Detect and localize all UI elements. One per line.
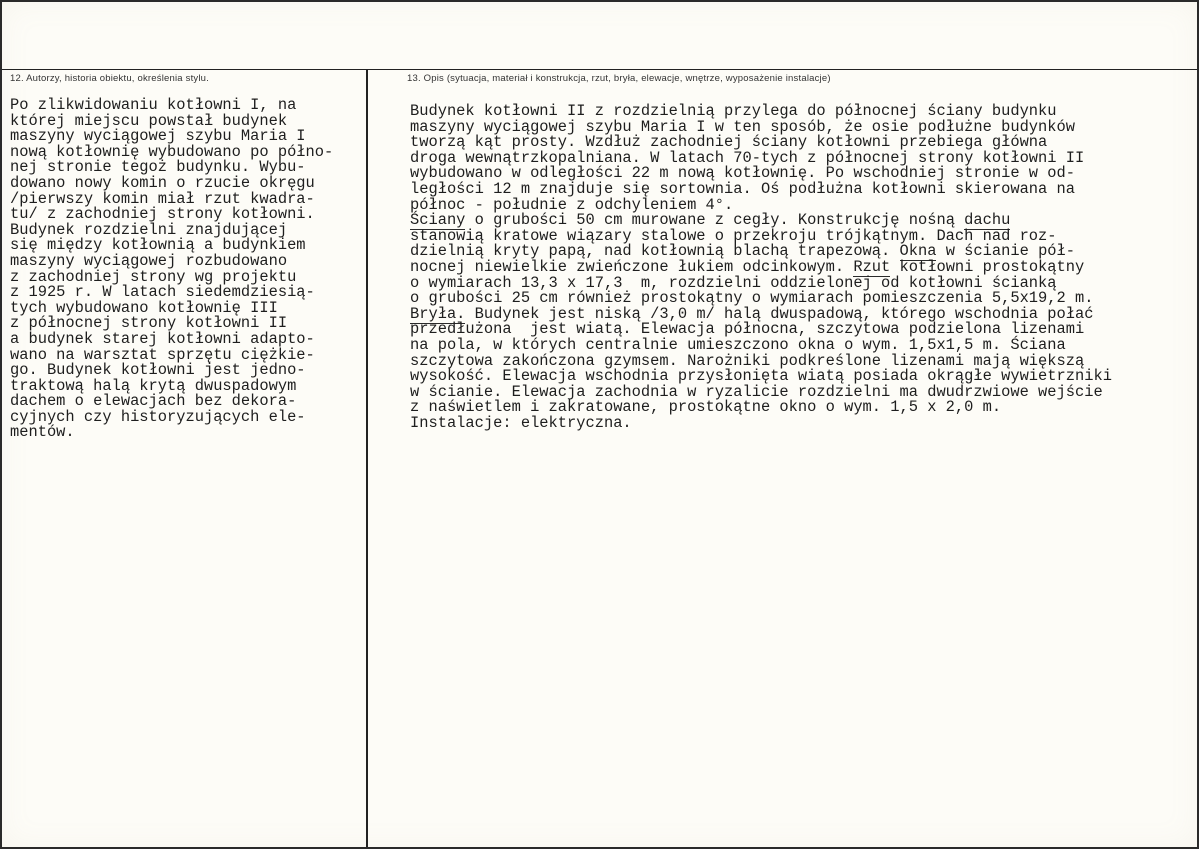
section-13-label: 13. Opis (sytuacja, materiał i konstrukcja, rzut, bryła, elewacje, wnętrze, wyposażenie instalacje) [407,73,831,84]
roof-heading: dachu [964,211,1011,230]
text-run: o grubości 50 cm murowane z cegły. Konstrukcję nośną [465,211,965,230]
text-line: Instalacje: elektryczna. [410,413,632,432]
text-run: w ścianie pół- [936,242,1076,261]
text-line: stanowią kratowe wiązary stalowe o przekroju trójkątnym. Dach nad roz- [410,226,1057,245]
text-line: w ścianie. Elewacja zachodnia w ryzalicie rozdzielni ma dwudrzwiowe wejście [410,382,1103,401]
text-line: dowano nowy komin o rzucie okręgu [10,173,315,192]
text-line: szczytowa zakończona gzymsem. Narożniki podkreślone lizenami mają większą [410,351,1085,370]
text-line: dachem o elewacjach bez dekora- [10,392,297,411]
header-rule [2,69,1197,70]
column-divider [366,69,368,847]
walls-heading: Ściany [410,211,466,230]
text-line: maszyny wyciągowej rozbudowano [10,251,288,270]
history-text [10,98,333,441]
text-run: nocnej niewielkie zwieńczone łukiem odcinkowym. [410,257,854,276]
text-line: Po zlikwidowaniu kotłowni I, na [10,96,297,114]
text-line: traktową halą krytą dwuspadowym [10,376,297,395]
text-line: nową kotłownię wybudowano po półno- [10,142,334,161]
text-line: na pola, w których centralnie umieszczono okna o wym. 1,5x1,5 m. Ściana [410,335,1066,354]
text-line: Budynek kotłowni II z rozdzielnią przylega do północnej ściany budynku [410,102,1057,120]
windows-heading: Okna [899,242,937,261]
section-12-label: 12. Autorzy, historia obiektu, określenia stylu. [10,73,209,84]
text-run: Budynek jest niską /3,0 m/ halą dwuspadową, którego wschodnia połać [465,304,1094,323]
text-line: o grubości 25 cm również prostokątny o wymiarach pomieszczenia 5,5x19,2 m. [410,289,1094,308]
text-line: maszyny wyciągowej szybu Maria I w ten sposób, że osie podłużne budynków [410,117,1075,136]
text-line: go. Budynek kotłowni jest jedno- [10,361,306,380]
text-run: dzielnią kryty papą, nad kotłownią blachą trapezową. [410,242,900,261]
text-line: się między kotłownią a budynkiem [10,236,306,255]
text-line: /pierwszy komin miał rzut kwadra- [10,189,315,208]
text-line: droga wewnątrzkopalniana. W latach 70-tych z północnej strony kotłowni II [410,148,1085,167]
text-line: o wymiarach 13,3 x 17,3 m, rozdzielni oddzielonej od kotłowni ścianką [410,273,1057,292]
text-run: kotłowni prostokątny [890,257,1085,276]
description-text [410,104,1112,431]
text-line: z zachodniej strony wg projektu [10,267,297,286]
text-line: której miejscu powstał budynek [10,111,288,130]
text-line: tu/ z zachodniej strony kotłowni. [10,205,315,224]
text-line: z 1925 r. W latach siedemdziesią- [10,283,315,302]
text-line: przedłużona jest wiatą. Elewacja północna, szczytowa podzielona lizenami [410,320,1085,339]
text-line: nej stronie tegoż budynku. Wybu- [10,158,306,177]
plan-heading: Rzut [853,257,891,276]
text-line: tworzą kąt prosty. Wzdłuż zachodniej ściany kotłowni przebiega główna [410,133,1048,152]
massing-heading: Bryła. [410,304,466,323]
text-line: wysokość. Elewacja wschodnia przysłonięta wiatą posiada okrągłe wywietrzniki [410,367,1112,386]
text-line: północ - południe z odchyleniem 4°. [410,195,734,214]
text-line: mentów. [10,423,75,442]
text-line: maszyny wyciągowej szybu Maria I [10,127,306,146]
document-sheet [2,2,1197,847]
text-line: wano na warsztat sprzętu ciężkie- [10,345,315,364]
text-line: ległości 12 m znajduje się sortownia. Oś podłużna kotłowni skierowana na [410,179,1075,198]
text-line: z północnej strony kotłowni II [10,314,288,333]
text-line: wybudowano w odległości 22 m nową kotłownię. Po wschodniej stronie w od- [410,164,1075,183]
text-line: tych wybudowano kotłownię III [10,298,278,317]
text-line: cyjnych czy historyzujących ele- [10,407,306,426]
text-line: Budynek rozdzielni znajdującej [10,220,288,239]
text-line: a budynek starej kotłowni adapto- [10,329,315,348]
text-line: z naświetlem i zakratowane, prostokątne okno o wym. 1,5 x 2,0 m. [410,398,1002,417]
